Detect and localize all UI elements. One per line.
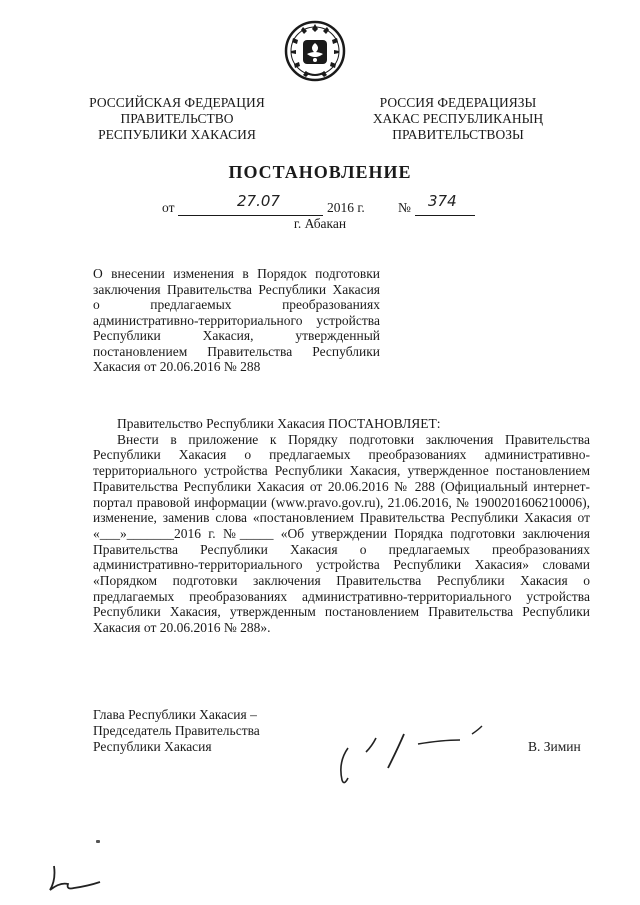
handwritten-number: 374 xyxy=(428,192,457,210)
header-left-line: РЕСПУБЛИКИ ХАКАСИЯ xyxy=(98,127,256,142)
signatory-title-line: Глава Республики Хакасия – xyxy=(93,707,257,722)
document-title: ПОСТАНОВЛЕНИЕ xyxy=(228,162,412,182)
header-right-line: РОССИЯ ФЕДЕРАЦИЯЗЫ xyxy=(379,95,537,110)
body-main-paragraph: Внести в приложение к Порядку подготовки заключения Правительства Республики Хакасия о предлагаемых преобразованиях административно-территориального устройства Республики Хакасия, утвержденное постановлением Правительства Республики Хакасия от 20.06.2016 № 288 (Официальный интернет-портал правовой информации (www.pravo.gov.ru), 21.06.2016, № 1900201606210006), изменение, заменив слова «постановлением Правительства Республики Хакасия от «___»_______2016 г. №_____ «Об утверждении Порядка подготовки заключения Правительства Республики Хакасия о предлагаемых преобразованиях административно-территориального устройства Республики Хакасия» словами «Порядком подготовки заключения Правительства Республики Хакасия о предлагаемых преобразованиях административно-территориального устройства Республики Хакасия, утвержденным постановлением Правительства Республики Хакасия от 20.06.2016 № 288». xyxy=(93,431,590,636)
number-label: № xyxy=(398,200,411,215)
from-label: от xyxy=(162,200,175,215)
header-left-block xyxy=(72,95,282,143)
header-left-line: ПРАВИТЕЛЬСТВО xyxy=(120,111,234,126)
handwritten-signature xyxy=(330,720,500,790)
subject-heading: О внесении изменения в Порядок подготовки заключения Правительства Республики Хакасия о предлагаемых преобразованиях административно-территориального устройства Республики Хакасия, утвержденный постановлением Правительства Республики Хакасия от 20.06.2016 № 288 xyxy=(93,266,380,374)
signatory-title-block xyxy=(93,707,293,755)
header-left-line: РОССИЙСКАЯ ФЕДЕРАЦИЯ xyxy=(89,95,265,110)
handwritten-initial-mark xyxy=(40,858,110,898)
year-label: 2016 г. xyxy=(327,200,365,215)
city-label: г. Абакан xyxy=(293,216,347,231)
document-body xyxy=(93,416,590,636)
handwritten-date: 27.07 xyxy=(237,192,280,210)
header-right-line: ПРАВИТЕЛЬСТВОЗЫ xyxy=(392,127,524,142)
signatory-title-line: Республики Хакасия xyxy=(93,739,212,754)
header-right-line: ХАКАС РЕСПУБЛИКАНЫҢ xyxy=(372,111,544,126)
coat-of-arms-emblem xyxy=(283,18,347,84)
ink-dot xyxy=(96,840,100,843)
header-right-block xyxy=(348,95,568,143)
signatory-title-line: Председатель Правительства xyxy=(93,723,260,738)
body-intro: Правительство Республики Хакасия ПОСТАНОВЛЯЕТ: xyxy=(117,416,441,431)
signatory-name: В. Зимин xyxy=(528,739,581,754)
